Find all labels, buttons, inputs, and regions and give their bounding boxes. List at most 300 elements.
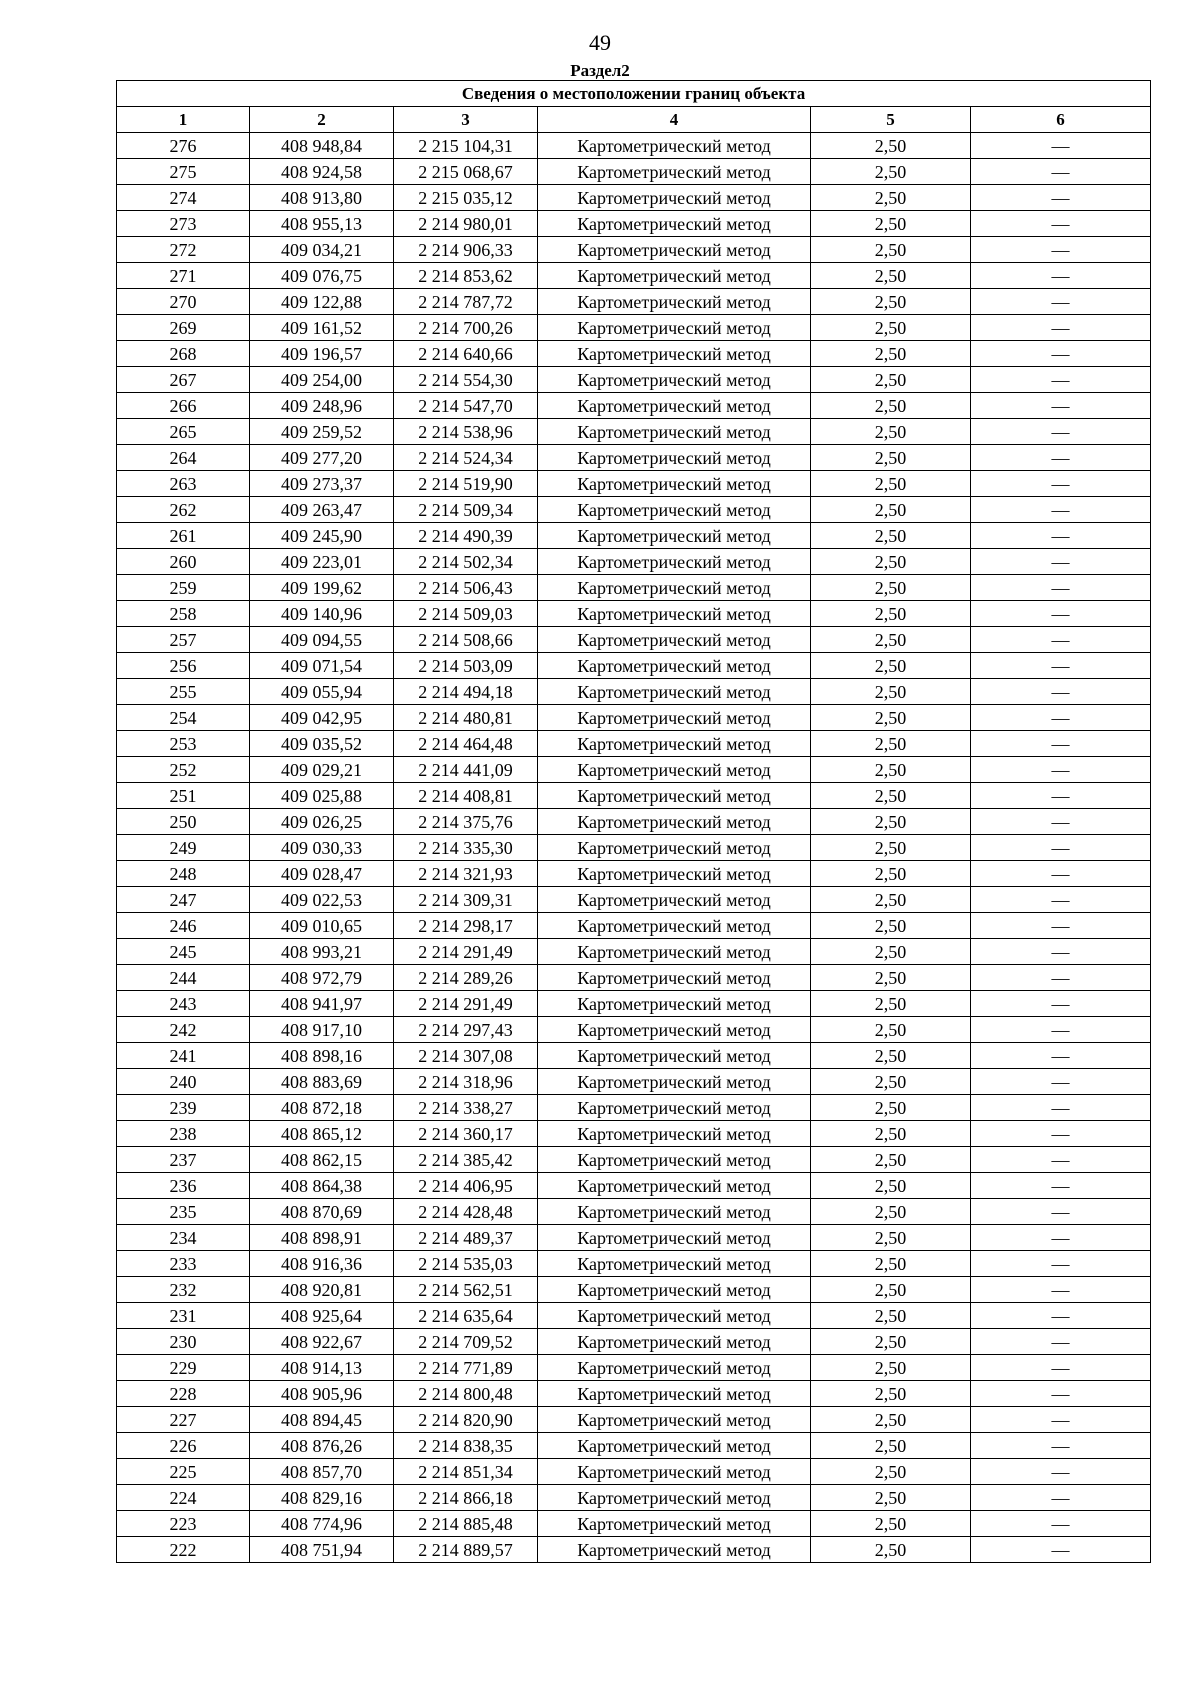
cell-x-coordinate: 408 920,81: [250, 1277, 394, 1303]
cell-x-coordinate: 409 042,95: [250, 705, 394, 731]
cell-point-number: 255: [117, 679, 250, 705]
table-title: Сведения о местоположении границ объекта: [117, 81, 1151, 107]
table-row: [117, 315, 1151, 341]
cell-point-number: 252: [117, 757, 250, 783]
table-row: [117, 1355, 1151, 1381]
cell-y-coordinate: 2 214 547,70: [394, 393, 538, 419]
cell-point-number: 244: [117, 965, 250, 991]
cell-method: Картометрический метод: [538, 341, 811, 367]
cell-accuracy: 2,50: [811, 237, 971, 263]
cell-x-coordinate: 409 245,90: [250, 523, 394, 549]
cell-accuracy: 2,50: [811, 861, 971, 887]
cell-y-coordinate: 2 214 535,03: [394, 1251, 538, 1277]
cell-method: Картометрический метод: [538, 445, 811, 471]
cell-y-coordinate: 2 214 771,89: [394, 1355, 538, 1381]
cell-accuracy: 2,50: [811, 887, 971, 913]
cell-accuracy: 2,50: [811, 445, 971, 471]
table-row: [117, 783, 1151, 809]
cell-method: Картометрический метод: [538, 315, 811, 341]
cell-accuracy: 2,50: [811, 523, 971, 549]
cell-y-coordinate: 2 214 562,51: [394, 1277, 538, 1303]
cell-y-coordinate: 2 214 509,03: [394, 601, 538, 627]
cell-description: —: [971, 1537, 1151, 1563]
cell-point-number: 235: [117, 1199, 250, 1225]
cell-accuracy: 2,50: [811, 835, 971, 861]
table-row: [117, 1147, 1151, 1173]
cell-description: —: [971, 159, 1151, 185]
cell-y-coordinate: 2 214 885,48: [394, 1511, 538, 1537]
table-row: [117, 1043, 1151, 1069]
cell-accuracy: 2,50: [811, 133, 971, 159]
table-row: [117, 1069, 1151, 1095]
cell-description: —: [971, 757, 1151, 783]
cell-method: Картометрический метод: [538, 1043, 811, 1069]
cell-description: —: [971, 237, 1151, 263]
cell-accuracy: 2,50: [811, 1303, 971, 1329]
cell-method: Картометрический метод: [538, 1199, 811, 1225]
cell-description: —: [971, 497, 1151, 523]
table-row: [117, 549, 1151, 575]
cell-x-coordinate: 409 140,96: [250, 601, 394, 627]
table-row: [117, 1199, 1151, 1225]
cell-description: —: [971, 367, 1151, 393]
cell-point-number: 245: [117, 939, 250, 965]
cell-x-coordinate: 408 948,84: [250, 133, 394, 159]
cell-x-coordinate: 409 071,54: [250, 653, 394, 679]
cell-accuracy: 2,50: [811, 991, 971, 1017]
cell-accuracy: 2,50: [811, 211, 971, 237]
cell-y-coordinate: 2 215 035,12: [394, 185, 538, 211]
cell-y-coordinate: 2 214 490,39: [394, 523, 538, 549]
table-row: [117, 705, 1151, 731]
cell-method: Картометрический метод: [538, 1277, 811, 1303]
cell-accuracy: 2,50: [811, 341, 971, 367]
cell-x-coordinate: 409 161,52: [250, 315, 394, 341]
cell-point-number: 225: [117, 1459, 250, 1485]
cell-y-coordinate: 2 214 787,72: [394, 289, 538, 315]
cell-method: Картометрический метод: [538, 939, 811, 965]
cell-point-number: 231: [117, 1303, 250, 1329]
cell-description: —: [971, 835, 1151, 861]
cell-description: —: [971, 471, 1151, 497]
table-row: [117, 1433, 1151, 1459]
cell-point-number: 232: [117, 1277, 250, 1303]
table-row: [117, 601, 1151, 627]
cell-accuracy: 2,50: [811, 1407, 971, 1433]
cell-x-coordinate: 408 862,15: [250, 1147, 394, 1173]
cell-point-number: 256: [117, 653, 250, 679]
cell-accuracy: 2,50: [811, 1277, 971, 1303]
cell-accuracy: 2,50: [811, 809, 971, 835]
cell-y-coordinate: 2 214 800,48: [394, 1381, 538, 1407]
cell-accuracy: 2,50: [811, 185, 971, 211]
cell-accuracy: 2,50: [811, 1121, 971, 1147]
table-row: [117, 913, 1151, 939]
table-row: [117, 1225, 1151, 1251]
cell-point-number: 230: [117, 1329, 250, 1355]
cell-point-number: 239: [117, 1095, 250, 1121]
cell-x-coordinate: 408 872,18: [250, 1095, 394, 1121]
cell-description: —: [971, 705, 1151, 731]
cell-x-coordinate: 408 924,58: [250, 159, 394, 185]
cell-description: —: [971, 601, 1151, 627]
cell-method: Картометрический метод: [538, 1511, 811, 1537]
cell-description: —: [971, 341, 1151, 367]
cell-method: Картометрический метод: [538, 1017, 811, 1043]
cell-y-coordinate: 2 214 489,37: [394, 1225, 538, 1251]
cell-accuracy: 2,50: [811, 757, 971, 783]
cell-y-coordinate: 2 214 640,66: [394, 341, 538, 367]
column-header: 5: [811, 107, 971, 133]
cell-description: —: [971, 263, 1151, 289]
cell-y-coordinate: 2 214 298,17: [394, 913, 538, 939]
cell-description: —: [971, 549, 1151, 575]
column-header: 1: [117, 107, 250, 133]
cell-method: Картометрический метод: [538, 757, 811, 783]
table-row: [117, 1095, 1151, 1121]
cell-point-number: 276: [117, 133, 250, 159]
cell-y-coordinate: 2 214 335,30: [394, 835, 538, 861]
table-row: [117, 367, 1151, 393]
table-body: [117, 133, 1151, 1563]
cell-method: Картометрический метод: [538, 1251, 811, 1277]
cell-x-coordinate: 408 751,94: [250, 1537, 394, 1563]
cell-method: Картометрический метод: [538, 133, 811, 159]
cell-y-coordinate: 2 214 889,57: [394, 1537, 538, 1563]
cell-y-coordinate: 2 214 524,34: [394, 445, 538, 471]
cell-method: Картометрический метод: [538, 211, 811, 237]
cell-description: —: [971, 1459, 1151, 1485]
cell-description: —: [971, 1277, 1151, 1303]
cell-y-coordinate: 2 214 464,48: [394, 731, 538, 757]
cell-description: —: [971, 393, 1151, 419]
cell-description: —: [971, 731, 1151, 757]
cell-description: —: [971, 1173, 1151, 1199]
table-row: [117, 263, 1151, 289]
cell-accuracy: 2,50: [811, 965, 971, 991]
table-row: [117, 861, 1151, 887]
cell-x-coordinate: 409 026,25: [250, 809, 394, 835]
cell-description: —: [971, 809, 1151, 835]
cell-method: Картометрический метод: [538, 1355, 811, 1381]
cell-accuracy: 2,50: [811, 1537, 971, 1563]
cell-description: —: [971, 887, 1151, 913]
cell-x-coordinate: 409 196,57: [250, 341, 394, 367]
cell-point-number: 234: [117, 1225, 250, 1251]
cell-accuracy: 2,50: [811, 549, 971, 575]
cell-description: —: [971, 523, 1151, 549]
cell-accuracy: 2,50: [811, 1095, 971, 1121]
table-row: [117, 1537, 1151, 1563]
cell-y-coordinate: 2 214 289,26: [394, 965, 538, 991]
cell-point-number: 229: [117, 1355, 250, 1381]
table-row: [117, 523, 1151, 549]
cell-y-coordinate: 2 214 635,64: [394, 1303, 538, 1329]
cell-point-number: 262: [117, 497, 250, 523]
cell-method: Картометрический метод: [538, 263, 811, 289]
cell-x-coordinate: 409 028,47: [250, 861, 394, 887]
cell-y-coordinate: 2 214 838,35: [394, 1433, 538, 1459]
table-row: [117, 1459, 1151, 1485]
cell-accuracy: 2,50: [811, 289, 971, 315]
cell-description: —: [971, 211, 1151, 237]
cell-y-coordinate: 2 214 709,52: [394, 1329, 538, 1355]
cell-description: —: [971, 913, 1151, 939]
cell-point-number: 270: [117, 289, 250, 315]
cell-accuracy: 2,50: [811, 315, 971, 341]
table-row: [117, 1173, 1151, 1199]
cell-x-coordinate: 409 223,01: [250, 549, 394, 575]
cell-x-coordinate: 409 022,53: [250, 887, 394, 913]
table-row: [117, 939, 1151, 965]
cell-x-coordinate: 409 035,52: [250, 731, 394, 757]
cell-method: Картометрический метод: [538, 809, 811, 835]
table-row: [117, 965, 1151, 991]
cell-description: —: [971, 1147, 1151, 1173]
cell-method: Картометрический метод: [538, 497, 811, 523]
cell-description: —: [971, 1485, 1151, 1511]
cell-method: Картометрический метод: [538, 471, 811, 497]
cell-x-coordinate: 409 122,88: [250, 289, 394, 315]
table-row: [117, 1407, 1151, 1433]
cell-accuracy: 2,50: [811, 471, 971, 497]
table-row: [117, 1017, 1151, 1043]
table-row: [117, 1485, 1151, 1511]
table-row: [117, 679, 1151, 705]
cell-method: Картометрический метод: [538, 1407, 811, 1433]
cell-point-number: 227: [117, 1407, 250, 1433]
cell-x-coordinate: 409 248,96: [250, 393, 394, 419]
cell-x-coordinate: 408 829,16: [250, 1485, 394, 1511]
cell-description: —: [971, 575, 1151, 601]
cell-method: Картометрический метод: [538, 393, 811, 419]
cell-y-coordinate: 2 214 851,34: [394, 1459, 538, 1485]
table-row: [117, 159, 1151, 185]
cell-method: Картометрический метод: [538, 887, 811, 913]
cell-method: Картометрический метод: [538, 679, 811, 705]
cell-x-coordinate: 408 916,36: [250, 1251, 394, 1277]
cell-method: Картометрический метод: [538, 1225, 811, 1251]
cell-point-number: 240: [117, 1069, 250, 1095]
cell-y-coordinate: 2 214 820,90: [394, 1407, 538, 1433]
cell-method: Картометрический метод: [538, 601, 811, 627]
cell-x-coordinate: 409 094,55: [250, 627, 394, 653]
cell-accuracy: 2,50: [811, 1329, 971, 1355]
cell-description: —: [971, 939, 1151, 965]
table-row: [117, 809, 1151, 835]
cell-y-coordinate: 2 214 494,18: [394, 679, 538, 705]
cell-x-coordinate: 408 865,12: [250, 1121, 394, 1147]
cell-x-coordinate: 408 922,67: [250, 1329, 394, 1355]
cell-description: —: [971, 445, 1151, 471]
cell-point-number: 275: [117, 159, 250, 185]
cell-accuracy: 2,50: [811, 1225, 971, 1251]
cell-method: Картометрический метод: [538, 653, 811, 679]
cell-method: Картометрический метод: [538, 783, 811, 809]
cell-x-coordinate: 409 277,20: [250, 445, 394, 471]
column-header-row: [117, 107, 1151, 133]
cell-x-coordinate: 408 870,69: [250, 1199, 394, 1225]
cell-y-coordinate: 2 214 503,09: [394, 653, 538, 679]
cell-x-coordinate: 408 972,79: [250, 965, 394, 991]
cell-accuracy: 2,50: [811, 731, 971, 757]
cell-x-coordinate: 408 857,70: [250, 1459, 394, 1485]
cell-y-coordinate: 2 214 291,49: [394, 939, 538, 965]
cell-point-number: 247: [117, 887, 250, 913]
cell-accuracy: 2,50: [811, 1485, 971, 1511]
cell-x-coordinate: 408 925,64: [250, 1303, 394, 1329]
cell-method: Картометрический метод: [538, 913, 811, 939]
cell-description: —: [971, 627, 1151, 653]
cell-description: —: [971, 1043, 1151, 1069]
table-row: [117, 653, 1151, 679]
cell-y-coordinate: 2 214 441,09: [394, 757, 538, 783]
cell-x-coordinate: 408 941,97: [250, 991, 394, 1017]
table-row: [117, 1303, 1151, 1329]
cell-y-coordinate: 2 214 318,96: [394, 1069, 538, 1095]
cell-point-number: 246: [117, 913, 250, 939]
cell-point-number: 223: [117, 1511, 250, 1537]
cell-point-number: 242: [117, 1017, 250, 1043]
cell-description: —: [971, 1069, 1151, 1095]
cell-y-coordinate: 2 214 866,18: [394, 1485, 538, 1511]
cell-method: Картометрический метод: [538, 159, 811, 185]
table-row: [117, 419, 1151, 445]
cell-method: Картометрический метод: [538, 1381, 811, 1407]
cell-point-number: 224: [117, 1485, 250, 1511]
cell-accuracy: 2,50: [811, 1459, 971, 1485]
cell-x-coordinate: 409 010,65: [250, 913, 394, 939]
cell-x-coordinate: 408 898,16: [250, 1043, 394, 1069]
column-header: 6: [971, 107, 1151, 133]
cell-y-coordinate: 2 214 506,43: [394, 575, 538, 601]
cell-y-coordinate: 2 214 428,48: [394, 1199, 538, 1225]
cell-accuracy: 2,50: [811, 1355, 971, 1381]
cell-point-number: 266: [117, 393, 250, 419]
page-number: 49: [589, 30, 611, 55]
cell-description: —: [971, 1381, 1151, 1407]
cell-x-coordinate: 408 955,13: [250, 211, 394, 237]
cell-method: Картометрический метод: [538, 991, 811, 1017]
cell-method: Картометрический метод: [538, 237, 811, 263]
cell-accuracy: 2,50: [811, 419, 971, 445]
table-row: [117, 1511, 1151, 1537]
cell-method: Картометрический метод: [538, 1173, 811, 1199]
cell-point-number: 267: [117, 367, 250, 393]
cell-description: —: [971, 289, 1151, 315]
cell-description: —: [971, 1355, 1151, 1381]
cell-method: Картометрический метод: [538, 705, 811, 731]
cell-y-coordinate: 2 214 508,66: [394, 627, 538, 653]
cell-method: Картометрический метод: [538, 627, 811, 653]
cell-description: —: [971, 1017, 1151, 1043]
cell-point-number: 249: [117, 835, 250, 861]
cell-method: Картометрический метод: [538, 1329, 811, 1355]
cell-x-coordinate: 409 254,00: [250, 367, 394, 393]
table-title-row: [117, 81, 1151, 107]
cell-description: —: [971, 185, 1151, 211]
cell-accuracy: 2,50: [811, 367, 971, 393]
cell-x-coordinate: 408 774,96: [250, 1511, 394, 1537]
cell-point-number: 271: [117, 263, 250, 289]
cell-x-coordinate: 408 898,91: [250, 1225, 394, 1251]
cell-description: —: [971, 653, 1151, 679]
cell-x-coordinate: 408 993,21: [250, 939, 394, 965]
cell-description: —: [971, 315, 1151, 341]
cell-x-coordinate: 408 876,26: [250, 1433, 394, 1459]
cell-y-coordinate: 2 214 509,34: [394, 497, 538, 523]
cell-method: Картометрический метод: [538, 1147, 811, 1173]
boundary-table: [116, 80, 1151, 1563]
cell-x-coordinate: 408 894,45: [250, 1407, 394, 1433]
table-row: [117, 1121, 1151, 1147]
cell-method: Картометрический метод: [538, 185, 811, 211]
cell-method: Картометрический метод: [538, 1069, 811, 1095]
cell-y-coordinate: 2 214 321,93: [394, 861, 538, 887]
cell-accuracy: 2,50: [811, 1017, 971, 1043]
cell-description: —: [971, 1121, 1151, 1147]
table-row: [117, 1381, 1151, 1407]
cell-y-coordinate: 2 214 853,62: [394, 263, 538, 289]
cell-method: Картометрический метод: [538, 419, 811, 445]
cell-point-number: 250: [117, 809, 250, 835]
cell-accuracy: 2,50: [811, 1199, 971, 1225]
cell-method: Картометрический метод: [538, 1485, 811, 1511]
cell-point-number: 228: [117, 1381, 250, 1407]
cell-method: Картометрический метод: [538, 549, 811, 575]
cell-accuracy: 2,50: [811, 393, 971, 419]
cell-y-coordinate: 2 214 338,27: [394, 1095, 538, 1121]
cell-method: Картометрический метод: [538, 1095, 811, 1121]
table-row: [117, 445, 1151, 471]
cell-point-number: 269: [117, 315, 250, 341]
cell-y-coordinate: 2 214 307,08: [394, 1043, 538, 1069]
cell-point-number: 259: [117, 575, 250, 601]
cell-description: —: [971, 965, 1151, 991]
cell-accuracy: 2,50: [811, 1043, 971, 1069]
cell-description: —: [971, 783, 1151, 809]
cell-method: Картометрический метод: [538, 965, 811, 991]
cell-point-number: 241: [117, 1043, 250, 1069]
cell-x-coordinate: 408 913,80: [250, 185, 394, 211]
cell-accuracy: 2,50: [811, 1173, 971, 1199]
table-row: [117, 393, 1151, 419]
cell-method: Картометрический метод: [538, 1433, 811, 1459]
cell-description: —: [971, 1199, 1151, 1225]
cell-point-number: 253: [117, 731, 250, 757]
cell-point-number: 226: [117, 1433, 250, 1459]
cell-point-number: 260: [117, 549, 250, 575]
cell-y-coordinate: 2 214 906,33: [394, 237, 538, 263]
cell-method: Картометрический метод: [538, 575, 811, 601]
cell-point-number: 268: [117, 341, 250, 367]
cell-point-number: 248: [117, 861, 250, 887]
cell-y-coordinate: 2 215 104,31: [394, 133, 538, 159]
table-row: [117, 991, 1151, 1017]
table-row: [117, 1329, 1151, 1355]
cell-x-coordinate: 408 883,69: [250, 1069, 394, 1095]
table-row: [117, 497, 1151, 523]
cell-description: —: [971, 1407, 1151, 1433]
table-row: [117, 835, 1151, 861]
cell-y-coordinate: 2 214 297,43: [394, 1017, 538, 1043]
cell-accuracy: 2,50: [811, 679, 971, 705]
cell-accuracy: 2,50: [811, 1251, 971, 1277]
cell-accuracy: 2,50: [811, 601, 971, 627]
cell-point-number: 251: [117, 783, 250, 809]
cell-description: —: [971, 1251, 1151, 1277]
cell-method: Картометрический метод: [538, 1537, 811, 1563]
